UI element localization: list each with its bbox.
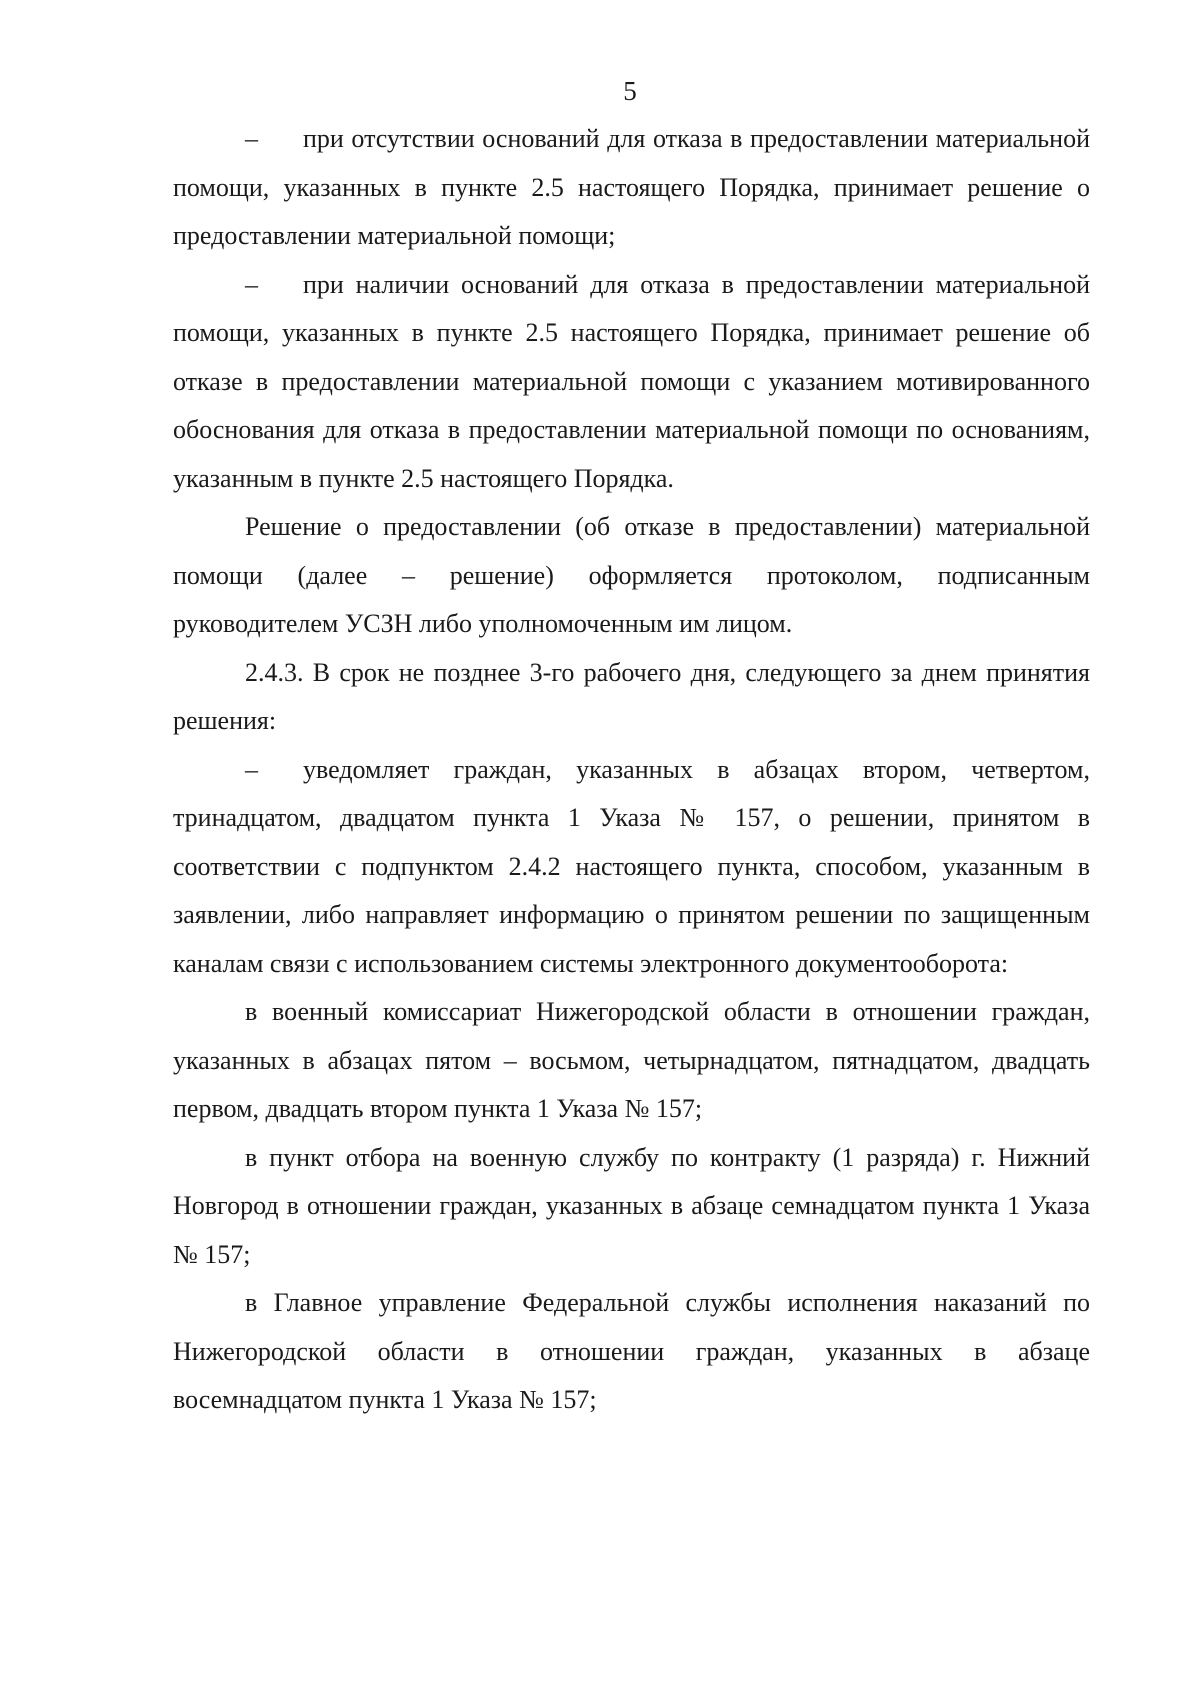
dash-marker: – [245,269,258,299]
paragraph-text: при отсутствии оснований для отказа в предоставлении материальной помощи, указанных в пункте 2.5 настоящего Порядка, принимает решение о предоставлении материальной помощи; [173,124,1090,250]
paragraph-dash-3 [173,746,1090,989]
document-body [173,115,1090,1425]
dash-marker: – [245,124,258,153]
paragraph-text: при наличии оснований для отказа в предоставлении материальной помощи, указанных в пункте 2.5 настоящего Порядка, принимает решение об отказе в предоставлении материальной помощи с указанием мотивированного обоснования для отказа в предоставлении материальной помощи по основаниям, указанным в пункте 2.5 настоящего Порядка. [173,269,1090,493]
paragraph-2-4-3: 2.4.3. В срок не позднее 3-го рабочего дня, следующего за днем принятия решения: [173,657,1090,735]
paragraph-military-commissariat: в военный комиссариат Нижегородской области в отношении граждан, указанных в абзацах пятом – восьмом, четырнадцатом, пятнадцатом, двадцать первом, двадцать втором пункта 1 Указа № 157; [173,997,1090,1123]
paragraph-decision: Решение о предоставлении (об отказе в предоставлении) материальной помощи (далее – решение) оформляется протоколом, подписанным руководителем УСЗН либо уполномоченным им лицом. [173,512,1090,638]
paragraph-selection-point: в пункт отбора на военную службу по контракту (1 разряда) г. Нижний Новгород в отношении граждан, указанных в абзаце семнадцатом пункта 1 Указа № 157; [173,1142,1090,1269]
dash-marker: – [245,754,258,784]
paragraph-dash-2 [173,261,1090,504]
paragraph-dash-1 [173,115,1090,261]
page-number: 5 [623,76,637,106]
paragraph-text: уведомляет граждан, указанных в абзацах втором, четвертом, тринадцатом, двадцатом пункта 1 Указа № 157, о решении, принятом в соответствии с подпунктом 2.4.2 настоящего пункта, способом, указанным в заявлении, либо направляет информацию о принятом решении по защищенным каналам связи с использованием системы электронного документооборота: [173,754,1090,978]
paragraph-fsin: в Главное управление Федеральной службы исполнения наказаний по Нижегородской области в отношении граждан, указанных в абзаце восемнадцатом пункта 1 Указа № 157; [173,1288,1090,1414]
